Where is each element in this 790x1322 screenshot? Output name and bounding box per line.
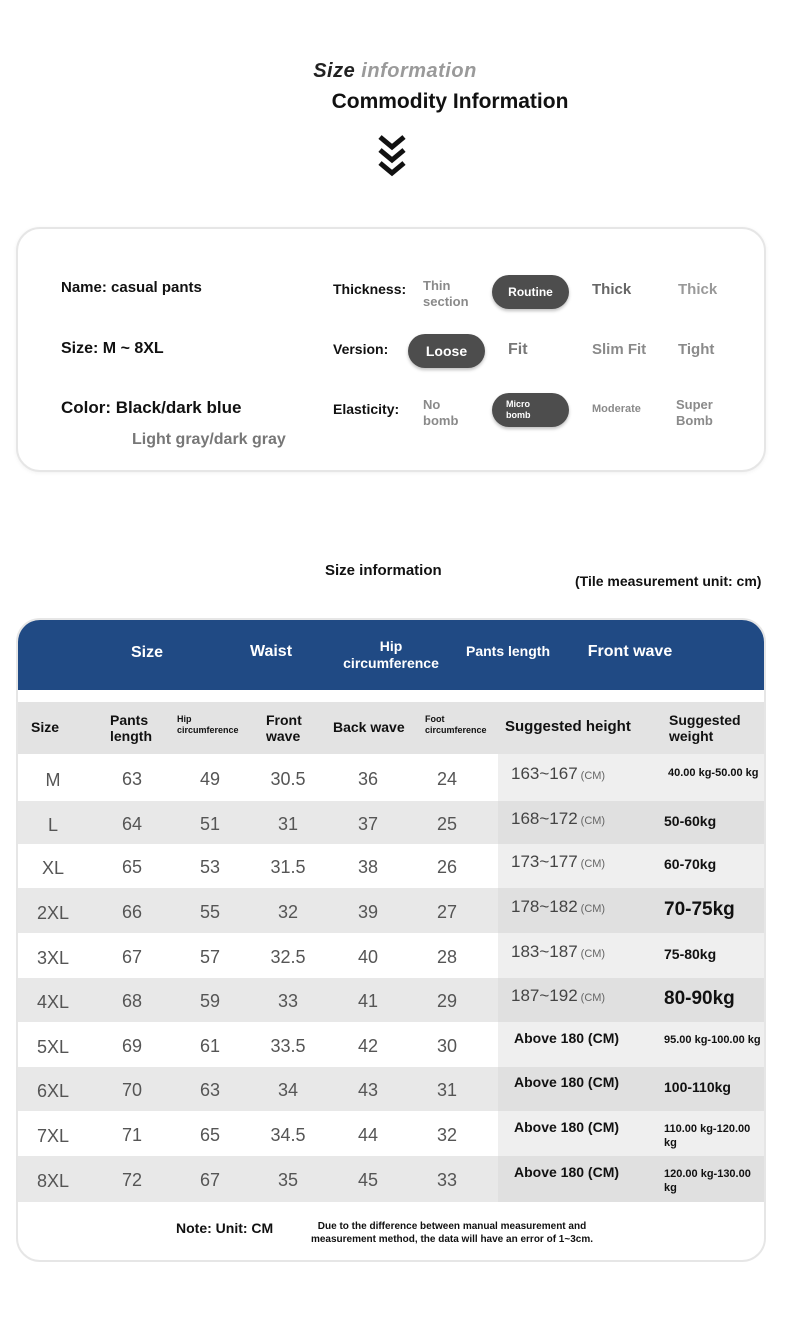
cell-hip: 55 bbox=[199, 902, 221, 922]
cell-back-wave: 42 bbox=[357, 1036, 379, 1056]
thickness-label: Thickness: bbox=[333, 281, 407, 297]
cell-suggested-height: Above 180 (CM) bbox=[514, 1119, 620, 1135]
size-table-blue-header bbox=[18, 620, 764, 690]
col-hip-circumference: Hip circumference bbox=[177, 714, 239, 735]
table-row bbox=[18, 844, 764, 888]
cell-suggested-weight: 80-90kg bbox=[664, 988, 735, 1009]
version-option-fit: Fit bbox=[508, 341, 528, 358]
cell-front-wave: 31.5 bbox=[270, 857, 306, 877]
cell-suggested-weight: 75-80kg bbox=[664, 946, 717, 962]
blue-header-size: Size bbox=[130, 644, 163, 661]
cell-back-wave: 39 bbox=[357, 902, 379, 922]
cell-hip: 57 bbox=[199, 947, 221, 967]
col-front-wave: Front wave bbox=[266, 712, 302, 744]
cell-foot: 31 bbox=[436, 1080, 458, 1100]
cell-pants-length: 69 bbox=[121, 1036, 143, 1056]
height-unit: (CM) bbox=[580, 770, 606, 782]
cell-front-wave: 31 bbox=[277, 814, 299, 834]
cell-size: 6XL bbox=[36, 1081, 70, 1101]
blue-header-hip: Hip circumference bbox=[343, 638, 439, 671]
micro-bomb-text: Micro bomb bbox=[506, 399, 531, 420]
cell-back-wave: 43 bbox=[357, 1080, 379, 1100]
cell-back-wave: 37 bbox=[357, 814, 379, 834]
table-row bbox=[18, 933, 764, 978]
cell-hip: 53 bbox=[199, 857, 221, 877]
size-section-title: Size information bbox=[325, 562, 442, 579]
cell-front-wave: 34 bbox=[277, 1080, 299, 1100]
col-pants-length: Pants length bbox=[110, 712, 152, 744]
cell-front-wave: 32 bbox=[277, 902, 299, 922]
cell-suggested-height bbox=[511, 809, 605, 829]
cell-pants-length: 63 bbox=[121, 769, 143, 789]
thickness-option-thick-2: Thick bbox=[678, 281, 718, 298]
version-label: Version: bbox=[333, 341, 389, 357]
elasticity-option-micro-bomb-selected bbox=[492, 393, 569, 427]
height-value: 178~182 bbox=[511, 897, 578, 916]
table-row bbox=[18, 1022, 764, 1067]
cell-hip: 59 bbox=[199, 991, 221, 1011]
elasticity-option-super-bomb: Super Bomb bbox=[676, 397, 713, 428]
cell-size: XL bbox=[41, 858, 65, 878]
cell-back-wave: 45 bbox=[357, 1170, 379, 1190]
cell-size: M bbox=[45, 770, 61, 790]
cell-front-wave: 33.5 bbox=[270, 1036, 306, 1056]
product-name: Name: casual pants bbox=[61, 279, 202, 296]
cell-foot: 30 bbox=[436, 1036, 458, 1056]
cell-foot: 25 bbox=[436, 814, 458, 834]
cell-suggested-weight: 100-110kg bbox=[664, 1079, 731, 1095]
cell-hip: 67 bbox=[199, 1170, 221, 1190]
commodity-info-card bbox=[16, 227, 766, 472]
table-row bbox=[18, 888, 764, 933]
thickness-option-thick: Thick bbox=[592, 281, 632, 298]
product-color: Color: Black/dark blue bbox=[61, 398, 242, 417]
cell-suggested-weight: 110.00 kg-120.00 kg bbox=[664, 1123, 751, 1149]
table-row bbox=[18, 1111, 764, 1156]
cell-pants-length: 65 bbox=[121, 857, 143, 877]
thickness-option-routine-selected: Routine bbox=[492, 275, 569, 309]
blue-header-front-wave: Front wave bbox=[587, 643, 673, 660]
cell-foot: 33 bbox=[436, 1170, 458, 1190]
height-unit: (CM) bbox=[580, 992, 606, 1004]
size-table-card bbox=[16, 618, 766, 1262]
cell-foot: 24 bbox=[436, 769, 458, 789]
col-suggested-height: Suggested height bbox=[505, 718, 631, 735]
cell-size: 3XL bbox=[36, 948, 70, 968]
cell-suggested-height bbox=[511, 852, 605, 872]
cell-foot: 26 bbox=[436, 857, 458, 877]
cell-foot: 28 bbox=[436, 947, 458, 967]
cell-front-wave: 30.5 bbox=[270, 769, 306, 789]
cell-size: 4XL bbox=[36, 992, 70, 1012]
cell-hip: 51 bbox=[199, 814, 221, 834]
cell-front-wave: 32.5 bbox=[270, 947, 306, 967]
cell-foot: 32 bbox=[436, 1125, 458, 1145]
cell-size: 2XL bbox=[36, 903, 70, 923]
note-unit: Note: Unit: CM bbox=[176, 1220, 274, 1236]
cell-hip: 63 bbox=[199, 1080, 221, 1100]
cell-suggested-height bbox=[511, 764, 605, 784]
height-value: 173~177 bbox=[511, 852, 578, 871]
cell-pants-length: 72 bbox=[121, 1170, 143, 1190]
col-size: Size bbox=[31, 719, 60, 735]
height-value: 168~172 bbox=[511, 809, 578, 828]
col-back-wave: Back wave bbox=[333, 719, 405, 735]
table-row bbox=[18, 978, 764, 1022]
cell-back-wave: 40 bbox=[357, 947, 379, 967]
col-foot-circumference: Foot circumference bbox=[425, 714, 487, 735]
cell-suggested-weight: 95.00 kg-100.00 kg bbox=[664, 1034, 761, 1046]
note-measurement-error: Due to the difference between manual measurement and measurement method, the data will have an error of 1~3cm. bbox=[310, 1221, 594, 1245]
cell-back-wave: 38 bbox=[357, 857, 379, 877]
cell-pants-length: 68 bbox=[121, 991, 143, 1011]
cell-size: 7XL bbox=[36, 1126, 70, 1146]
elasticity-label: Elasticity: bbox=[333, 401, 400, 417]
cell-suggested-weight: 40.00 kg-50.00 kg bbox=[668, 767, 759, 779]
height-value: 187~192 bbox=[511, 986, 578, 1005]
table-row bbox=[18, 1156, 764, 1202]
blue-header-pants-length: Pants length bbox=[465, 643, 550, 659]
table-row bbox=[18, 754, 764, 801]
cell-pants-length: 64 bbox=[121, 814, 143, 834]
height-unit: (CM) bbox=[580, 815, 606, 827]
version-option-slim-fit: Slim Fit bbox=[592, 341, 647, 358]
cell-suggested-height: Above 180 (CM) bbox=[514, 1074, 620, 1090]
table-row bbox=[18, 801, 764, 844]
elasticity-option-moderate: Moderate bbox=[592, 403, 641, 415]
cell-suggested-height bbox=[511, 897, 605, 917]
cell-suggested-weight: 120.00 kg-130.00 kg bbox=[664, 1168, 751, 1194]
cell-hip: 61 bbox=[199, 1036, 221, 1056]
version-option-tight: Tight bbox=[678, 341, 715, 358]
col-suggested-weight: Suggested weight bbox=[669, 712, 741, 744]
chevron-down-icon bbox=[376, 134, 408, 180]
cell-suggested-height: Above 180 (CM) bbox=[514, 1030, 620, 1046]
version-option-loose-selected: Loose bbox=[408, 334, 485, 368]
cell-front-wave: 34.5 bbox=[270, 1125, 306, 1145]
cell-suggested-weight: 60-70kg bbox=[664, 856, 717, 872]
cell-pants-length: 70 bbox=[121, 1080, 143, 1100]
cell-front-wave: 33 bbox=[277, 991, 299, 1011]
cell-size: L bbox=[47, 815, 58, 835]
height-value: 163~167 bbox=[511, 764, 578, 783]
cell-suggested-height bbox=[511, 942, 605, 962]
blue-header-waist: Waist bbox=[249, 643, 293, 660]
product-size-range: Size: M ~ 8XL bbox=[61, 340, 164, 357]
height-unit: (CM) bbox=[580, 858, 606, 870]
cell-suggested-height: Above 180 (CM) bbox=[514, 1164, 620, 1180]
size-table-column-header bbox=[18, 702, 764, 754]
thickness-option-thin: Thin section bbox=[423, 278, 469, 309]
cell-pants-length: 67 bbox=[121, 947, 143, 967]
cell-foot: 27 bbox=[436, 902, 458, 922]
height-unit: (CM) bbox=[580, 903, 606, 915]
brand-title bbox=[0, 60, 790, 83]
table-row bbox=[18, 1067, 764, 1111]
cell-suggested-weight: 50-60kg bbox=[664, 813, 717, 829]
cell-size: 5XL bbox=[36, 1037, 70, 1057]
page-subtitle: Commodity Information bbox=[331, 90, 569, 113]
cell-back-wave: 44 bbox=[357, 1125, 379, 1145]
height-value: 183~187 bbox=[511, 942, 578, 961]
cell-pants-length: 66 bbox=[121, 902, 143, 922]
cell-foot: 29 bbox=[436, 991, 458, 1011]
measurement-unit-note: (Tile measurement unit: cm) bbox=[575, 573, 762, 589]
cell-hip: 49 bbox=[199, 769, 221, 789]
brand-word-size: Size bbox=[313, 60, 356, 82]
cell-back-wave: 41 bbox=[357, 991, 379, 1011]
height-unit: (CM) bbox=[580, 948, 606, 960]
cell-front-wave: 35 bbox=[277, 1170, 299, 1190]
product-color-secondary: Light gray/dark gray bbox=[132, 431, 286, 448]
elasticity-option-no-bomb: No bomb bbox=[423, 397, 459, 428]
brand-word-information: information bbox=[361, 60, 477, 82]
cell-suggested-weight: 70-75kg bbox=[664, 899, 735, 920]
cell-size: 8XL bbox=[36, 1171, 70, 1191]
cell-suggested-height bbox=[511, 986, 605, 1006]
cell-hip: 65 bbox=[199, 1125, 221, 1145]
cell-pants-length: 71 bbox=[121, 1125, 143, 1145]
cell-back-wave: 36 bbox=[357, 769, 379, 789]
